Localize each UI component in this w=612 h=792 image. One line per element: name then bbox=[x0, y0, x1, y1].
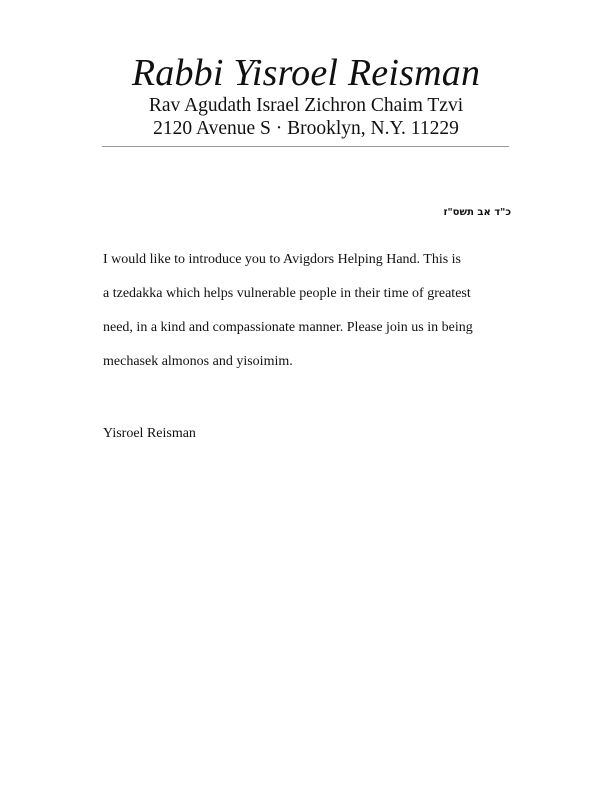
body-line: need, in a kind and compassionate manner. Please join us in being bbox=[103, 320, 473, 335]
letterhead-address: 2120 Avenue S · Brooklyn, N.Y. 11229 bbox=[153, 118, 459, 139]
body-line: mechasek almonos and yisoimim. bbox=[103, 354, 293, 369]
signature: Yisroel Reisman bbox=[103, 426, 196, 441]
letterhead-organization: Rav Agudath Israel Zichron Chaim Tzvi bbox=[148, 95, 464, 116]
letterhead-name: Rabbi Yisroel Reisman bbox=[131, 52, 481, 94]
body-line: I would like to introduce you to Avigdors Helping Hand. This is bbox=[103, 252, 462, 267]
hebrew-date: כ"ד אב תשס"ז bbox=[443, 207, 511, 218]
letter-body bbox=[103, 250, 513, 386]
letterhead bbox=[0, 52, 612, 140]
letterhead-divider bbox=[102, 146, 509, 147]
body-line: a tzedakka which helps vulnerable people in their time of greatest bbox=[103, 286, 471, 301]
